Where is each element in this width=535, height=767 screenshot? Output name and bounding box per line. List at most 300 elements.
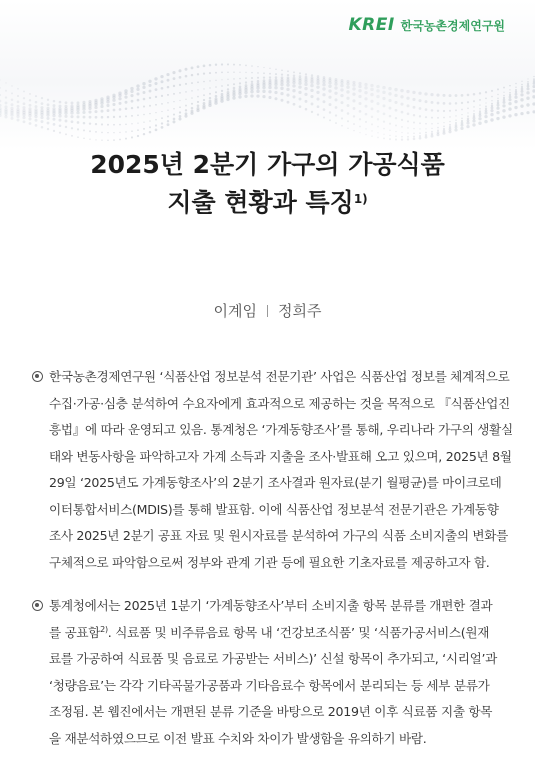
decorative-dot	[347, 104, 350, 107]
decorative-dot	[130, 94, 133, 97]
decorative-dot	[154, 82, 157, 85]
decorative-dot	[425, 108, 428, 111]
decorative-dot	[95, 123, 97, 125]
decorative-dot	[17, 95, 19, 97]
decorative-dot	[53, 130, 55, 132]
decorative-dot	[383, 134, 384, 135]
paragraph-line	[49, 620, 508, 647]
decorative-dot	[437, 123, 438, 124]
decorative-dot	[173, 118, 176, 121]
decorative-dot	[328, 96, 331, 99]
decorative-dot	[5, 102, 8, 105]
decorative-dot	[0, 87, 1, 89]
decorative-dot	[161, 126, 164, 129]
decorative-dot	[370, 88, 373, 91]
decorative-dot	[275, 73, 277, 75]
decorative-dot	[376, 85, 379, 88]
decorative-dot	[29, 122, 32, 125]
decorative-dot	[148, 84, 151, 87]
decorative-dot	[155, 129, 158, 132]
title-line-2	[0, 184, 535, 222]
decorative-dot	[233, 87, 236, 90]
header-banner	[0, 0, 535, 150]
decorative-dot	[64, 111, 67, 114]
decorative-dot	[263, 72, 265, 74]
decorative-dot	[131, 115, 133, 117]
decorative-dot	[22, 116, 25, 119]
decorative-dot	[202, 106, 205, 109]
decorative-dot	[179, 106, 181, 108]
decorative-dot	[335, 122, 337, 124]
decorative-dot	[346, 86, 349, 89]
decorative-dot	[341, 101, 344, 104]
paragraph-line: 흥법』에 따라 운영되고 있음. 통계청은 ‘가계동향조사’를 통해, 우리나라 가구의 생활실	[49, 422, 513, 437]
decorative-dot	[305, 100, 308, 103]
decorative-dot	[239, 82, 241, 84]
decorative-dot	[419, 128, 420, 129]
decorative-dot	[161, 122, 163, 124]
decorative-dot	[185, 91, 187, 93]
decorative-dot	[119, 102, 122, 105]
decorative-dot	[173, 101, 174, 102]
decorative-dot	[137, 106, 139, 108]
decorative-dot	[467, 107, 469, 109]
decorative-dot	[89, 130, 91, 132]
decorative-dot	[449, 116, 451, 118]
decorative-dot	[388, 99, 391, 102]
decorative-dot	[209, 93, 211, 95]
decorative-dot	[119, 108, 122, 111]
decorative-dot	[65, 126, 67, 128]
decorative-dot	[467, 115, 469, 117]
decorative-dot	[232, 93, 235, 96]
decorative-dot	[257, 72, 259, 74]
decorative-dot	[298, 91, 301, 94]
decorative-dot	[5, 82, 6, 83]
decorative-dot	[431, 109, 434, 112]
paragraph-line: 수집·가공·심층 분석하여 수요자에게 효과적으로 제공하는 것을 목적으로 『식품산업진	[49, 395, 510, 411]
decorative-dot	[502, 109, 505, 112]
decorative-dot	[197, 101, 199, 103]
decorative-dot	[131, 123, 132, 124]
bullet-icon	[32, 371, 43, 382]
logo-mark: KREI	[348, 15, 395, 35]
decorative-dot	[59, 101, 62, 104]
decorative-dot	[479, 99, 481, 101]
decorative-dot	[23, 97, 25, 99]
decorative-dot	[401, 119, 403, 121]
decorative-dot	[245, 81, 247, 83]
decorative-dot	[394, 88, 397, 91]
decorative-dot	[155, 96, 157, 98]
decorative-dot	[358, 102, 361, 105]
decorative-dot	[323, 116, 325, 118]
decorative-dot	[52, 114, 55, 117]
decorative-dot	[274, 91, 277, 94]
decorative-dot	[233, 78, 235, 80]
decorative-dot	[40, 113, 43, 116]
decorative-dot	[89, 139, 90, 140]
decorative-dot	[160, 75, 163, 78]
decorative-dot	[125, 108, 128, 111]
decorative-dot	[431, 135, 434, 138]
decorative-dot	[167, 115, 169, 117]
decorative-dot	[161, 117, 163, 119]
decorative-dot	[94, 103, 97, 106]
decorative-dot	[196, 109, 199, 112]
decorative-dot	[299, 98, 302, 101]
decorative-dot	[281, 99, 284, 102]
decorative-dot	[400, 103, 403, 106]
author-line	[0, 300, 535, 321]
decorative-dot	[472, 119, 475, 122]
decorative-dot	[185, 99, 186, 100]
decorative-dot	[77, 136, 79, 138]
decorative-dot	[220, 99, 223, 102]
decorative-dot	[316, 85, 319, 88]
decorative-dot	[137, 135, 139, 137]
decorative-dot	[395, 109, 398, 112]
decorative-dot	[455, 94, 458, 97]
decorative-dot	[413, 133, 415, 135]
decorative-dot	[347, 127, 349, 129]
decorative-dot	[154, 77, 157, 80]
decorative-dot	[10, 113, 13, 116]
decorative-dot	[70, 115, 73, 118]
decorative-dot	[167, 120, 169, 122]
decorative-dot	[521, 88, 524, 91]
decorative-dot	[400, 95, 403, 98]
decorative-dot	[473, 106, 475, 108]
decorative-dot	[101, 116, 104, 119]
decorative-dot	[0, 104, 2, 107]
decorative-dot	[449, 102, 452, 105]
decorative-dot	[173, 93, 175, 95]
decorative-dot	[179, 100, 180, 101]
decorative-dot	[184, 115, 187, 118]
decorative-dot	[328, 81, 331, 84]
decorative-dot	[286, 83, 289, 86]
decorative-dot	[131, 136, 133, 138]
decorative-dot	[197, 65, 200, 68]
decorative-dot	[35, 105, 38, 108]
decorative-dot	[29, 104, 32, 107]
decorative-dot	[293, 103, 296, 106]
decorative-dot	[65, 120, 68, 123]
decorative-dot	[197, 81, 199, 83]
decorative-dot	[185, 68, 188, 71]
decorative-dot	[257, 66, 258, 67]
decorative-dot	[514, 106, 517, 109]
decorative-dot	[485, 102, 486, 103]
decorative-dot	[358, 82, 361, 85]
decorative-dot	[142, 82, 145, 85]
decorative-dot	[329, 111, 331, 113]
decorative-dot	[88, 107, 91, 110]
decorative-dot	[437, 110, 439, 112]
decorative-dot	[107, 132, 108, 133]
decorative-dot	[406, 90, 409, 93]
decorative-dot	[113, 109, 116, 112]
decorative-dot	[161, 95, 163, 97]
decorative-dot	[400, 89, 403, 92]
decorative-dot	[292, 84, 295, 87]
decorative-dot	[443, 102, 446, 105]
decorative-dot	[35, 101, 38, 104]
decorative-dot	[292, 95, 295, 98]
decorative-dot	[4, 105, 7, 108]
decorative-dot	[95, 116, 98, 119]
decorative-dot	[77, 115, 80, 118]
decorative-dot	[53, 104, 56, 107]
decorative-dot	[509, 96, 512, 99]
paragraph-text	[49, 364, 513, 576]
decorative-dot	[17, 105, 20, 108]
decorative-dot	[383, 104, 386, 107]
decorative-dot	[143, 121, 144, 122]
decorative-dot	[359, 126, 361, 128]
decorative-dot	[28, 117, 31, 120]
decorative-dot	[419, 132, 421, 134]
decorative-dot	[491, 103, 493, 105]
decorative-dot	[479, 104, 480, 105]
paragraph-line: 태와 변동사항을 파악하고자 가계 소득과 지출을 조사·발표해 오고 있으며, 2025년 8월	[49, 448, 512, 464]
decorative-dot	[490, 109, 493, 112]
paragraph-line: 이터통합서비스(MDIS)를 통해 발표함. 이에 식품산업 정보분석 전문기관은 가계동향	[49, 501, 499, 517]
decorative-dot	[304, 87, 307, 90]
decorative-dot	[251, 81, 253, 83]
decorative-dot	[112, 103, 115, 106]
decorative-dot	[346, 90, 349, 93]
decorative-dot	[119, 116, 121, 118]
decorative-dot	[41, 97, 43, 99]
decorative-dot	[203, 73, 205, 75]
decorative-dot	[407, 132, 408, 133]
decorative-dot	[371, 130, 372, 131]
decorative-dot	[497, 94, 498, 95]
decorative-dot	[112, 96, 115, 99]
decorative-dot	[365, 128, 367, 130]
decorative-dot	[352, 83, 355, 86]
decorative-dot	[29, 93, 31, 95]
decorative-dot	[245, 65, 247, 67]
decorative-dot	[286, 94, 289, 97]
decorative-dot	[209, 72, 211, 74]
decorative-dot	[394, 94, 397, 97]
decorative-dot	[263, 76, 265, 78]
decorative-dot	[11, 92, 13, 94]
decorative-dot	[203, 81, 205, 83]
decorative-dot	[425, 128, 426, 129]
decorative-dot	[244, 91, 247, 94]
decorative-dot	[137, 122, 138, 123]
decorative-dot	[437, 133, 440, 136]
decorative-dot	[77, 128, 79, 130]
decorative-dot	[95, 139, 96, 140]
decorative-dot	[383, 121, 385, 123]
decorative-dot	[197, 104, 200, 107]
decorative-dot	[328, 85, 331, 88]
decorative-dot	[305, 108, 308, 111]
decorative-dot	[287, 101, 290, 104]
decorative-dot	[70, 111, 73, 114]
decorative-dot	[503, 95, 505, 97]
decorative-dot	[40, 106, 43, 109]
decorative-dot	[508, 98, 511, 101]
decorative-dot	[161, 87, 164, 90]
decorative-dot	[502, 115, 505, 118]
decorative-dot	[280, 87, 283, 90]
intro-paragraph	[32, 364, 513, 576]
decorative-dot	[257, 80, 260, 83]
decorative-dot	[191, 66, 194, 69]
decorative-dot	[461, 114, 462, 115]
decorative-dot	[371, 116, 373, 118]
footnote-mark: 2)	[100, 624, 108, 634]
decorative-dot	[209, 87, 210, 88]
decorative-dot	[527, 81, 529, 83]
decorative-dot	[425, 136, 428, 139]
decorative-dot	[460, 127, 463, 130]
decorative-dot	[382, 91, 385, 94]
decorative-dot	[179, 76, 182, 79]
decorative-dot	[461, 102, 463, 104]
decorative-dot	[101, 140, 102, 141]
decorative-dot	[376, 95, 379, 98]
decorative-dot	[41, 126, 44, 129]
decorative-dot	[382, 86, 385, 89]
decorative-dot	[407, 127, 409, 129]
decorative-dot	[124, 96, 127, 99]
decorative-dot	[124, 92, 127, 95]
decorative-dot	[364, 83, 367, 86]
decorative-dot	[256, 90, 259, 93]
decorative-dot	[455, 122, 457, 124]
decorative-dot	[16, 115, 19, 118]
decorative-dot	[365, 105, 368, 108]
paragraph-line: 29일 ‘2025년도 가계동향조사’의 2분기 조사결과 원자료(분기 월평균)를 마이크로데	[49, 475, 502, 490]
decorative-dot	[191, 103, 193, 105]
decorative-dot	[251, 77, 253, 79]
decorative-dot	[322, 83, 325, 86]
decorative-dot	[53, 100, 56, 103]
decorative-dot	[370, 93, 373, 96]
decorative-dot	[125, 138, 127, 140]
decorative-dot	[491, 100, 492, 101]
bullet-icon	[32, 600, 43, 611]
decorative-dot	[185, 75, 188, 78]
decorative-dot	[316, 98, 319, 101]
decorative-dot	[221, 85, 223, 87]
decorative-dot	[179, 115, 182, 118]
decorative-dot	[269, 68, 270, 69]
decorative-dot	[83, 129, 85, 131]
decorative-dot	[527, 78, 528, 79]
decorative-dot	[221, 79, 222, 80]
decorative-dot	[41, 102, 44, 105]
decorative-dot	[0, 100, 1, 103]
decorative-dot	[143, 98, 146, 101]
decorative-dot	[71, 102, 74, 105]
decorative-dot	[448, 130, 451, 133]
decorative-dot	[251, 72, 252, 73]
decorative-dot	[257, 77, 259, 79]
decorative-dot	[100, 105, 103, 108]
author-separator	[267, 305, 268, 317]
decorative-dot	[238, 95, 241, 98]
decorative-dot	[298, 82, 301, 85]
decorative-dot	[419, 135, 421, 137]
decorative-dot	[47, 103, 50, 106]
decorative-dot	[455, 115, 456, 116]
decorative-dot	[437, 102, 440, 105]
decorative-dot	[11, 99, 14, 102]
decorative-dot	[479, 110, 481, 112]
decorative-dot	[59, 119, 62, 122]
decorative-dot	[521, 84, 523, 86]
decorative-dot	[383, 138, 385, 140]
decorative-dot	[82, 111, 85, 114]
decorative-dot	[131, 130, 133, 132]
decorative-dot	[377, 126, 379, 128]
decorative-dot	[521, 90, 524, 93]
decorative-dot	[334, 92, 337, 95]
decorative-dot	[125, 124, 127, 126]
decorative-dot	[310, 95, 313, 98]
decorative-dot	[478, 117, 481, 120]
decorative-dot	[395, 124, 397, 126]
decorative-dot	[418, 99, 421, 102]
decorative-dot	[377, 132, 378, 133]
decorative-dot	[461, 118, 463, 120]
decorative-dot	[113, 116, 115, 118]
decorative-dot	[401, 111, 404, 114]
decorative-dot	[377, 118, 379, 120]
decorative-dot	[173, 113, 175, 115]
decorative-dot	[305, 73, 307, 75]
decorative-dot	[71, 120, 74, 123]
decorative-dot	[209, 64, 212, 67]
decorative-dot	[508, 114, 511, 117]
decorative-dot	[497, 104, 500, 107]
decorative-dot	[479, 114, 482, 117]
decorative-dot	[352, 93, 355, 96]
decorative-dot	[455, 119, 457, 121]
decorative-dot	[250, 87, 253, 90]
decorative-dot	[509, 92, 511, 94]
decorative-dot	[526, 91, 529, 94]
decorative-dot	[352, 87, 355, 90]
decorative-dot	[520, 104, 523, 107]
decorative-dot	[485, 91, 487, 93]
decorative-dot	[514, 100, 517, 103]
decorative-dot	[190, 112, 193, 115]
decorative-dot	[449, 110, 451, 112]
decorative-dot	[101, 123, 103, 125]
decorative-dot	[59, 124, 62, 127]
paragraph-line: ‘청량음료’는 각각 기타곡물가공품과 기타음료수 항목에서 분리되는 등 세부 분류가	[49, 677, 490, 693]
decorative-dot	[388, 92, 391, 95]
decorative-dot	[473, 117, 476, 120]
decorative-dot	[484, 115, 487, 118]
decorative-dot	[353, 123, 355, 125]
decorative-dot	[46, 117, 49, 120]
decorative-dot	[520, 112, 523, 115]
logo-org-name: 한국농촌경제연구원	[400, 18, 505, 33]
decorative-dot	[11, 103, 14, 106]
decorative-dot	[64, 115, 67, 118]
decorative-dot	[371, 123, 373, 125]
